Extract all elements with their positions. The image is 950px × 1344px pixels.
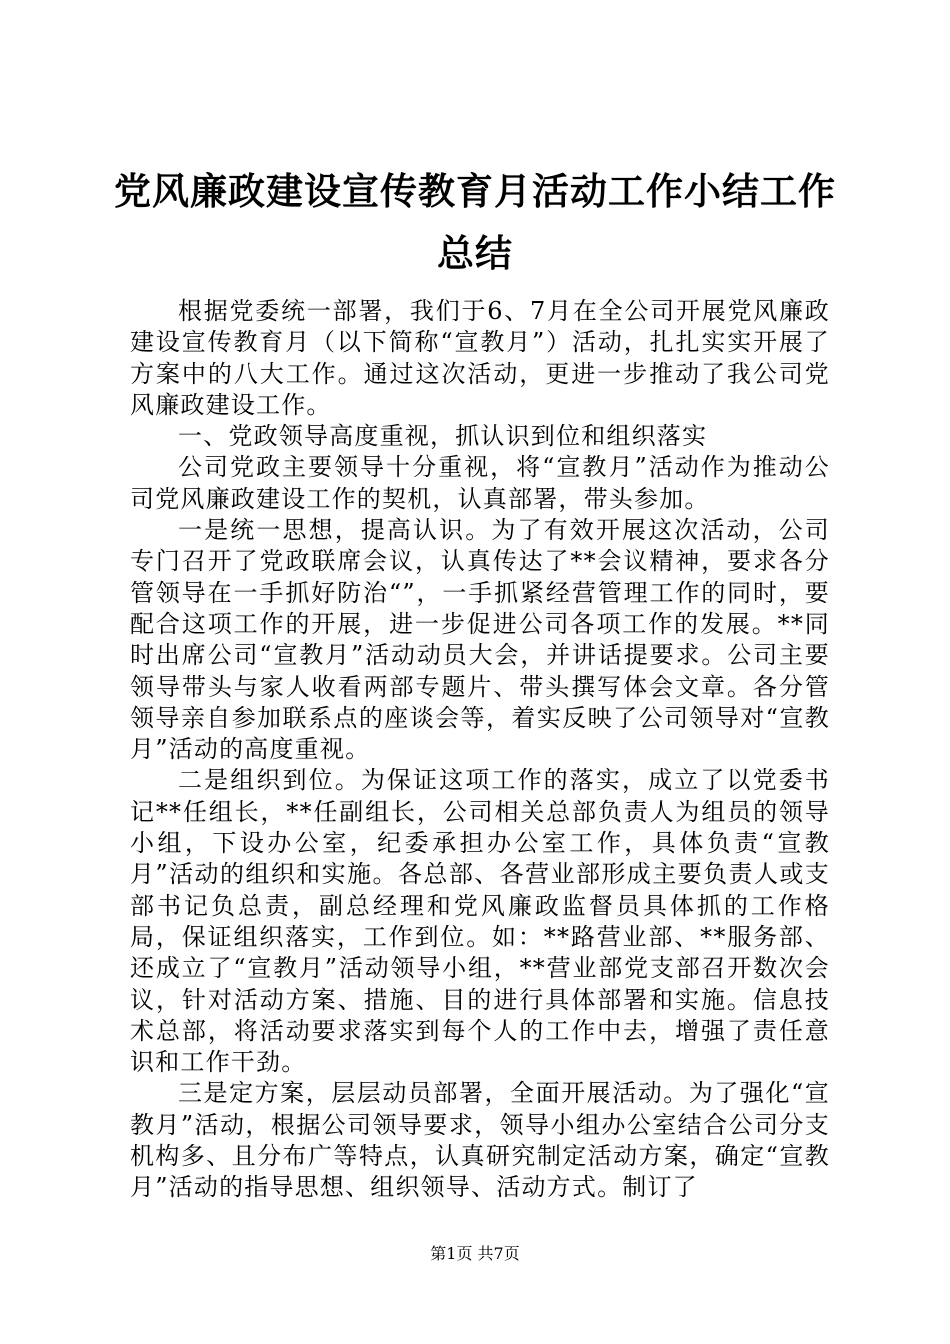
paragraph-unify-thinking: 一是统一思想，提高认识。为了有效开展这次活动，公司专门召开了党政联席会议，认真传达了**会议精神，要求各分管领导在一手抓好防治“”，一手抓紧经营管理工作的同时，要配合这项工作的开展，进一步促进公司各项工作的发展。**同时出席公司“宣教月”活动动员大会，并讲话提要求。公司主要领导带头与家人收看两部专题片、带头撰写体会文章。各分管领导亲自参加联系点的座谈会等，着实反映了公司领导对“宣教月”活动的高度重视。: [130, 516, 830, 764]
paragraph-organization: 二是组织到位。为保证这项工作的落实，成立了以党委书记**任组长，**任副组长，公司相关总部负责人为组员的领导小组，下设办公室，纪委承担办公室工作，具体负责“宣教月”活动的组织和实施。各总部、各营业部形成主要负责人或支部书记负总责，副总经理和党风廉政监督员具体抓的工作格局，保证组织落实，工作到位。如：**路营业部、**服务部、还成立了“宣教月”活动领导小组，**营业部党支部召开数次会议，针对活动方案、措施、目的进行具体部署和实施。信息技术总部，将活动要求落实到每个人的工作中去，增强了责任意识和工作干劲。: [130, 766, 830, 1077]
document-title: 党风廉政建设宣传教育月活动工作小结工作总结: [114, 169, 836, 275]
paragraph-intro: 根据党委统一部署，我们于6、7月在全公司开展党风廉政建设宣传教育月（以下简称“宣教月”）活动，扎扎实实开展了方案中的八大工作。通过这次活动，更进一步推动了我公司党风廉政建设工作。: [130, 297, 830, 419]
paragraph-plan: 三是定方案，层层动员部署，全面开展活动。为了强化“宣教月”活动，根据公司领导要求，领导小组办公室结合公司分支机构多、且分布广等特点，认真研究制定活动方案，确定“宣教月”活动的指导思想、组织领导、活动方式。制订了: [130, 1079, 830, 1202]
section-heading-1: 一、党政领导高度重视，抓认识到位和组织落实: [178, 422, 708, 451]
document-body: [130, 296, 830, 1204]
paragraph-leadership: 公司党政主要领导十分重视，将“宣教月”活动作为推动公司党风廉政建设工作的契机，认真部署，带头参加。: [130, 453, 830, 513]
page-footer: 第1页 共7页: [430, 1244, 520, 1263]
